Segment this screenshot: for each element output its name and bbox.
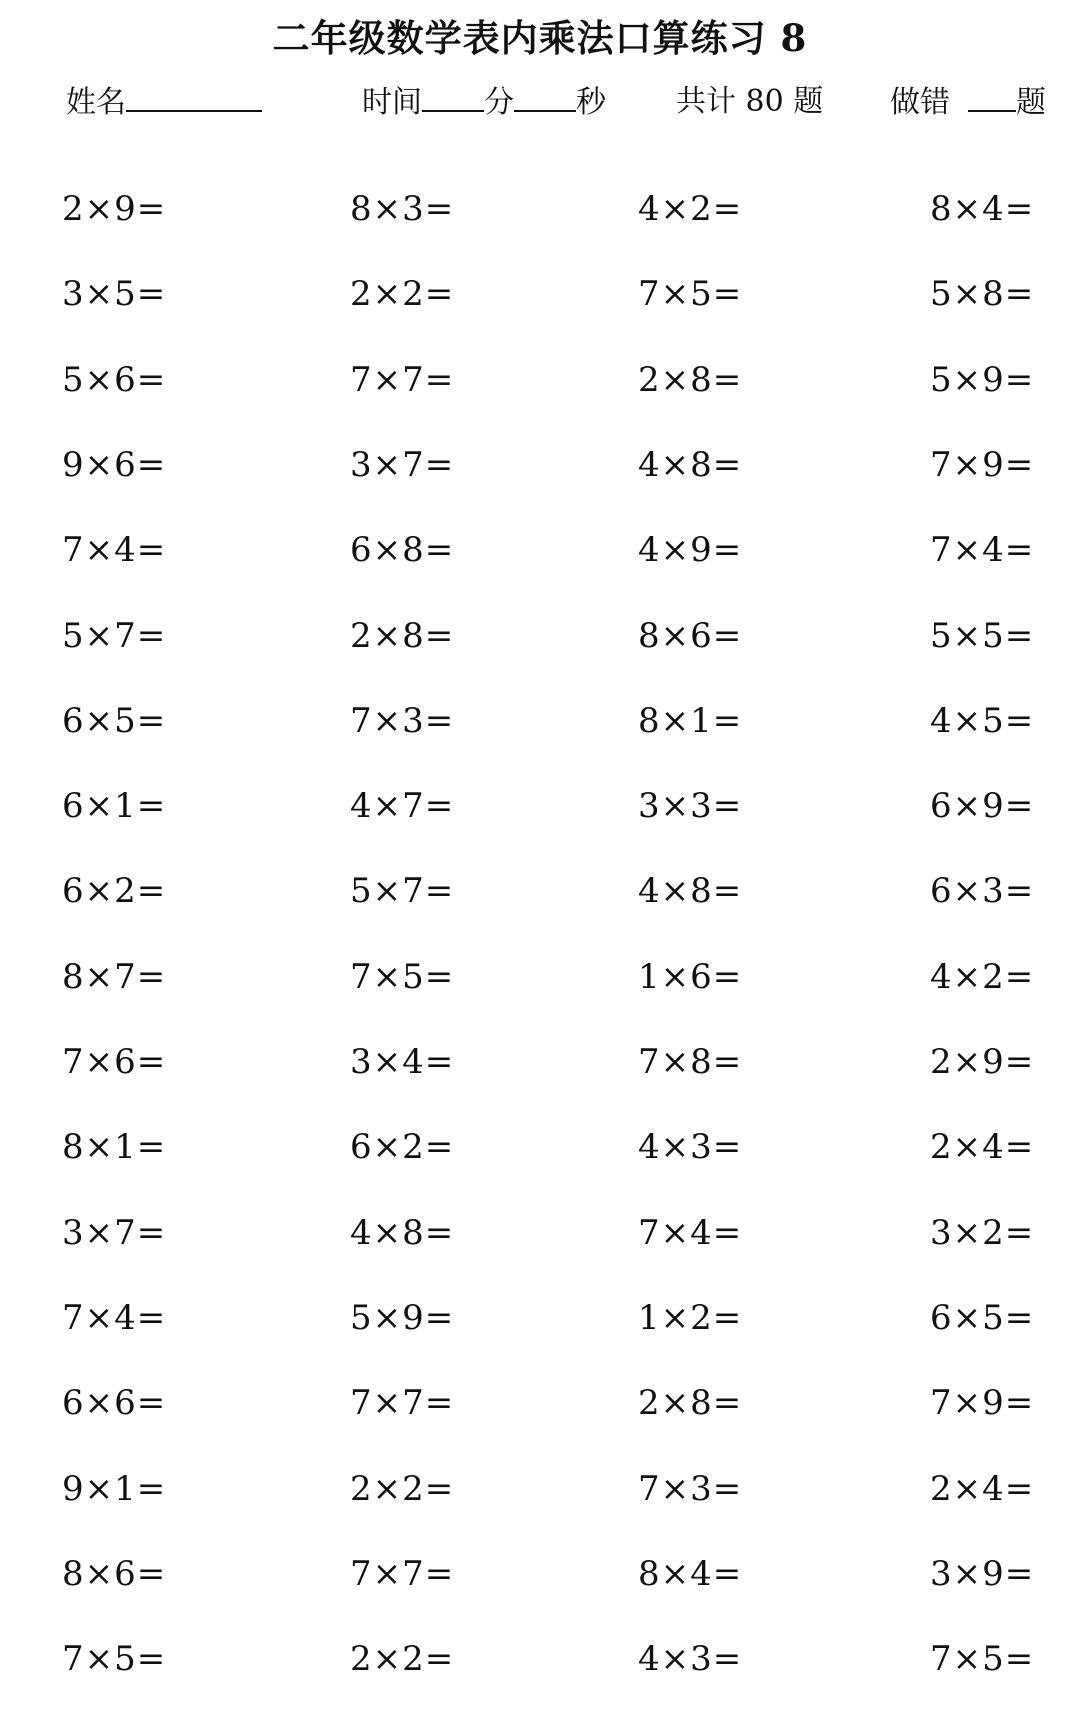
minute-label: 分	[484, 85, 514, 120]
problem-item: 8×1=	[638, 701, 743, 741]
problem-item: 8×4=	[930, 189, 1035, 229]
problem-item: 8×6=	[638, 616, 743, 656]
problem-item: 8×7=	[62, 957, 167, 997]
problem-item: 7×7=	[350, 1383, 455, 1423]
problem-item: 7×5=	[638, 274, 743, 314]
problem-item: 2×2=	[350, 1639, 455, 1679]
problem-item: 5×9=	[350, 1298, 455, 1338]
problem-item: 6×5=	[930, 1298, 1035, 1338]
problem-item: 4×2=	[638, 189, 743, 229]
problem-item: 6×2=	[62, 871, 167, 911]
problem-item: 1×2=	[638, 1298, 743, 1338]
problem-item: 2×8=	[638, 360, 743, 400]
second-label: 秒	[576, 85, 606, 120]
problem-item: 1×6=	[638, 957, 743, 997]
wrong-label: 做错	[890, 85, 950, 120]
problem-item: 3×7=	[350, 445, 455, 485]
problem-item: 9×6=	[62, 445, 167, 485]
problem-item: 6×6=	[62, 1383, 167, 1423]
problem-item: 2×8=	[638, 1383, 743, 1423]
problem-item: 7×5=	[62, 1639, 167, 1679]
problem-item: 2×9=	[930, 1042, 1035, 1082]
problem-item: 6×1=	[62, 786, 167, 826]
time-label: 时间	[362, 85, 422, 120]
problem-item: 4×2=	[930, 957, 1035, 997]
problem-item: 4×5=	[930, 701, 1035, 741]
problem-item: 4×8=	[638, 871, 743, 911]
problem-item: 7×8=	[638, 1042, 743, 1082]
problem-item: 6×2=	[350, 1127, 455, 1167]
problem-item: 2×4=	[930, 1469, 1035, 1509]
problem-item: 3×3=	[638, 786, 743, 826]
problem-item: 4×7=	[350, 786, 455, 826]
problem-item: 3×7=	[62, 1213, 167, 1253]
total-count: 共计 80 题	[676, 84, 824, 119]
problem-item: 6×3=	[930, 871, 1035, 911]
problem-item: 2×4=	[930, 1127, 1035, 1167]
problem-item: 2×2=	[350, 1469, 455, 1509]
problem-item: 8×4=	[638, 1554, 743, 1594]
problem-item: 5×7=	[62, 616, 167, 656]
problem-item: 8×1=	[62, 1127, 167, 1167]
problem-item: 4×3=	[638, 1639, 743, 1679]
problem-item: 5×5=	[930, 616, 1035, 656]
problem-item: 7×3=	[638, 1469, 743, 1509]
problem-item: 6×9=	[930, 786, 1035, 826]
problem-item: 2×2=	[350, 274, 455, 314]
problem-item: 7×4=	[62, 1298, 167, 1338]
name-label: 姓名	[66, 85, 126, 120]
problem-item: 5×9=	[930, 360, 1035, 400]
problem-item: 6×5=	[62, 701, 167, 741]
problem-item: 3×5=	[62, 274, 167, 314]
problem-item: 5×6=	[62, 360, 167, 400]
problem-item: 4×8=	[638, 445, 743, 485]
worksheet-title: 二年级数学表内乘法口算练习 8	[272, 16, 808, 60]
problem-item: 2×8=	[350, 616, 455, 656]
problem-item: 2×9=	[62, 189, 167, 229]
problem-item: 4×3=	[638, 1127, 743, 1167]
problem-item: 7×9=	[930, 1383, 1035, 1423]
wrong-suffix: 题	[1016, 85, 1046, 120]
problem-item: 7×4=	[638, 1213, 743, 1253]
problem-item: 3×4=	[350, 1042, 455, 1082]
problem-item: 5×7=	[350, 871, 455, 911]
problem-item: 9×1=	[62, 1469, 167, 1509]
problem-item: 7×3=	[350, 701, 455, 741]
problem-item: 3×2=	[930, 1213, 1035, 1253]
problem-item: 7×5=	[930, 1639, 1035, 1679]
problem-item: 8×6=	[62, 1554, 167, 1594]
problem-item: 7×7=	[350, 360, 455, 400]
problem-item: 7×6=	[62, 1042, 167, 1082]
problem-item: 8×3=	[350, 189, 455, 229]
problem-item: 5×8=	[930, 274, 1035, 314]
problem-item: 7×9=	[930, 445, 1035, 485]
problem-item: 7×4=	[62, 530, 167, 570]
problem-item: 7×5=	[350, 957, 455, 997]
problem-item: 3×9=	[930, 1554, 1035, 1594]
problem-item: 7×7=	[350, 1554, 455, 1594]
problem-item: 7×4=	[930, 530, 1035, 570]
problem-item: 6×8=	[350, 530, 455, 570]
problem-item: 4×8=	[350, 1213, 455, 1253]
problem-item: 4×9=	[638, 530, 743, 570]
